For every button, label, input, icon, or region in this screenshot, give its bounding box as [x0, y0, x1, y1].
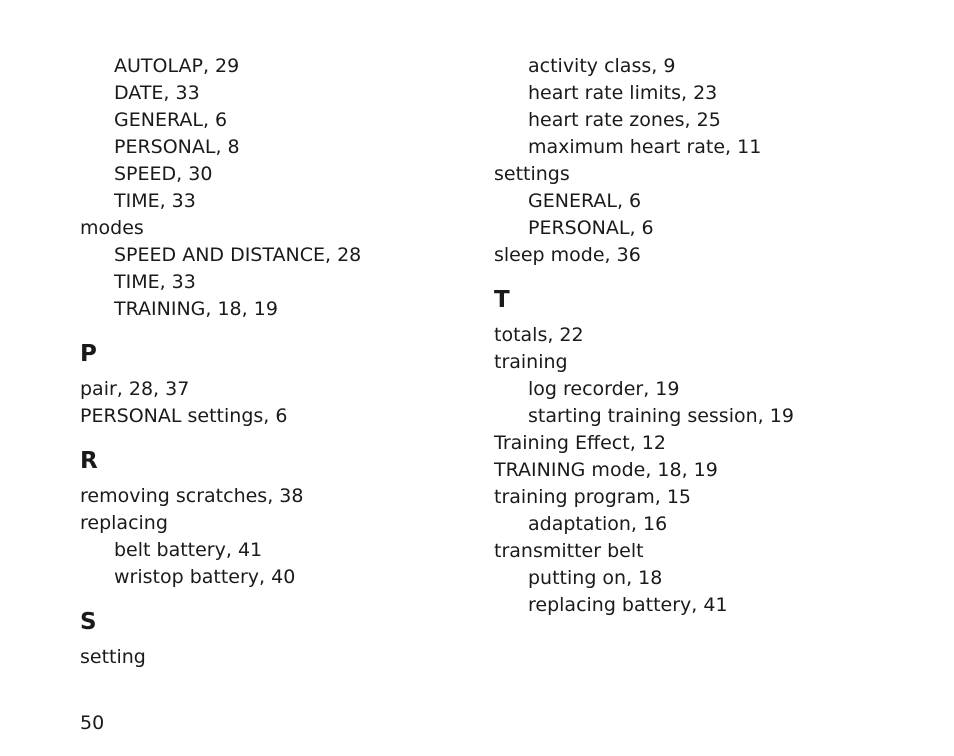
index-subentry: belt battery, 41 — [114, 539, 263, 561]
index-subentry: SPEED AND DISTANCE, 28 — [114, 244, 362, 266]
index-section-letter: P — [80, 341, 97, 367]
index-subentry: log recorder, 19 — [528, 378, 680, 400]
index-subentry: TIME, 33 — [114, 190, 196, 212]
index-entry: totals, 22 — [494, 324, 584, 346]
index-subentry: putting on, 18 — [528, 567, 663, 589]
index-subentry: PERSONAL, 6 — [528, 217, 654, 239]
index-section-letter: R — [80, 448, 98, 474]
index-subentry: wristop battery, 40 — [114, 566, 296, 588]
index-subentry: AUTOLAP, 29 — [114, 55, 240, 77]
index-entry: transmitter belt — [494, 540, 644, 562]
index-subentry: adaptation, 16 — [528, 513, 668, 535]
index-entry: modes — [80, 217, 144, 239]
index-subentry: TIME, 33 — [114, 271, 196, 293]
index-column-right — [494, 53, 934, 619]
index-subentry: DATE, 33 — [114, 82, 200, 104]
index-entry: PERSONAL settings, 6 — [80, 405, 288, 427]
index-column-left — [80, 53, 480, 671]
page-number: 50 — [80, 712, 105, 734]
index-subentry: GENERAL, 6 — [528, 190, 642, 212]
index-subentry: heart rate limits, 23 — [528, 82, 718, 104]
index-entry: pair, 28, 37 — [80, 378, 190, 400]
index-entry: removing scratches, 38 — [80, 485, 304, 507]
index-section-letter: S — [80, 609, 97, 635]
index-subentry: starting training session, 19 — [528, 405, 794, 427]
index-section-letter: T — [494, 287, 510, 313]
index-entry: TRAINING mode, 18, 19 — [494, 459, 718, 481]
index-entry: settings — [494, 163, 570, 185]
index-entry: sleep mode, 36 — [494, 244, 641, 266]
index-entry: setting — [80, 646, 146, 668]
index-subentry: replacing battery, 41 — [528, 594, 728, 616]
index-subentry: SPEED, 30 — [114, 163, 213, 185]
index-subentry: GENERAL, 6 — [114, 109, 228, 131]
index-subentry: maximum heart rate, 11 — [528, 136, 762, 158]
index-entry: Training Effect, 12 — [494, 432, 666, 454]
index-entry: replacing — [80, 512, 168, 534]
index-subentry: TRAINING, 18, 19 — [114, 298, 278, 320]
index-entry: training — [494, 351, 568, 373]
index-subentry: activity class, 9 — [528, 55, 676, 77]
index-subentry: PERSONAL, 8 — [114, 136, 240, 158]
index-subentry: heart rate zones, 25 — [528, 109, 721, 131]
index-entry: training program, 15 — [494, 486, 692, 508]
